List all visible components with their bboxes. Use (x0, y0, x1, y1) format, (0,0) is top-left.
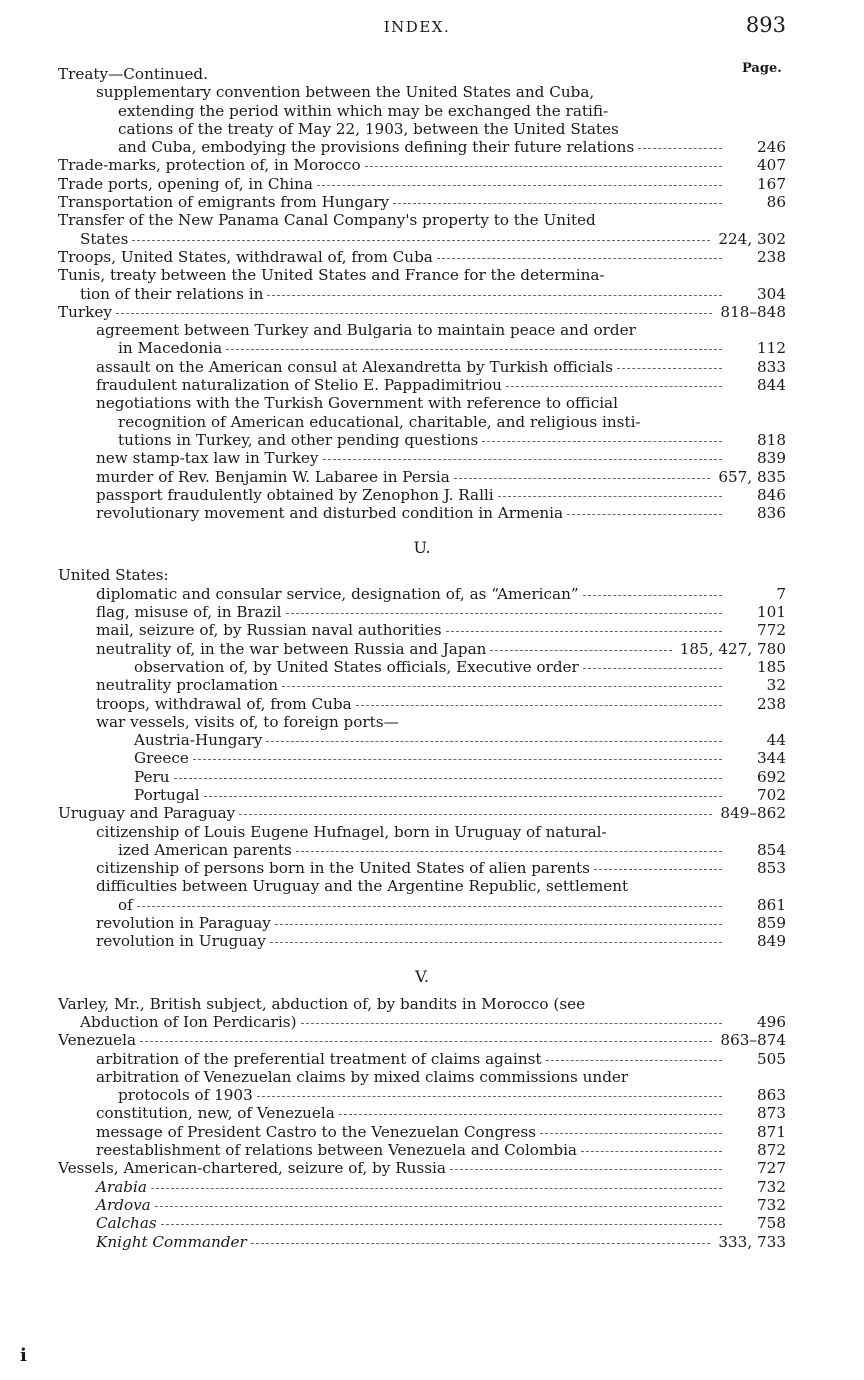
entry-text: revolutionary movement and disturbed condition in Armenia (96, 504, 564, 523)
entry-text: Ardova (96, 1195, 151, 1214)
dot-leader (296, 851, 722, 852)
index-entry (58, 749, 786, 767)
index-entry (58, 486, 786, 504)
entry-page-ref: 344 (757, 749, 786, 768)
index-entry (58, 449, 786, 467)
entry-text: passport fraudulently obtained by Zenophon J. Ralli (96, 485, 494, 504)
entry-text: revolution in Paraguay (96, 914, 271, 933)
entry-page-ref: 818 (757, 430, 786, 449)
dot-leader (266, 741, 722, 742)
entry-page-ref: 407 (757, 156, 786, 175)
index-entry (58, 1178, 786, 1196)
entry-page-ref: 758 (757, 1214, 786, 1233)
entry-text: Vessels, American-chartered, seizure of, by Russia (58, 1159, 446, 1178)
entry-page-ref: 7 (776, 584, 786, 603)
index-entry (58, 859, 786, 877)
index-entry (58, 156, 786, 174)
entry-text: Turkey (58, 302, 112, 321)
index-entry (58, 211, 786, 229)
dot-leader (356, 705, 722, 706)
index-entry (58, 823, 786, 841)
entry-page-ref: 849 (757, 932, 786, 951)
entry-text: Peru (134, 767, 170, 786)
entry-text: Trade ports, opening of, in China (58, 174, 313, 193)
dot-leader (282, 686, 722, 687)
index-entry (58, 1233, 786, 1251)
entry-text: Tunis, treaty between the United States and France for the determina- (58, 266, 605, 285)
index-entry (58, 1104, 786, 1122)
index-entry (58, 175, 786, 193)
index-entry-continuation (58, 230, 786, 248)
dot-leader (155, 1206, 722, 1207)
index-entry (58, 266, 786, 284)
entry-text: fraudulent naturalization of Stelio E. Pappadimitriou (96, 376, 502, 395)
index-entry (58, 603, 786, 621)
entry-text: troops, withdrawal of, from Cuba (96, 694, 352, 713)
dot-leader (583, 595, 722, 596)
index-entry (58, 1123, 786, 1141)
entry-page-ref: 873 (757, 1104, 786, 1123)
index-entry-continuation (58, 285, 786, 303)
entry-text: flag, misuse of, in Brazil (96, 603, 282, 622)
dot-leader (140, 1041, 712, 1042)
entry-page-ref: 732 (757, 1177, 786, 1196)
dot-leader (270, 942, 722, 943)
dot-leader (151, 1188, 722, 1189)
entry-text: constitution, new, of Venezuela (96, 1104, 335, 1123)
index-entry-continuation (58, 841, 786, 859)
index-entry (58, 1214, 786, 1232)
entry-text: diplomatic and consular service, designation of, as “American” (96, 584, 579, 603)
stray-mark: i (20, 1345, 27, 1366)
dot-leader (546, 1060, 723, 1061)
index-entry (58, 804, 786, 822)
dot-leader (257, 1096, 722, 1097)
index-entry (58, 321, 786, 339)
entry-text: protocols of 1903 (118, 1086, 253, 1105)
dot-leader (482, 441, 722, 442)
entry-page-ref: 657, 835 (718, 467, 786, 486)
entry-page-ref: 859 (757, 914, 786, 933)
entry-text: new stamp-tax law in Turkey (96, 449, 319, 468)
dot-leader (567, 514, 722, 515)
dot-leader (638, 148, 722, 149)
index-entry-continuation (58, 431, 786, 449)
entry-page-ref: 44 (766, 731, 786, 750)
dot-leader (137, 906, 722, 907)
entry-page-ref: 818–848 (720, 302, 786, 321)
entry-page-ref: 246 (757, 138, 786, 157)
dot-leader (267, 295, 722, 296)
entry-text: supplementary convention between the United States and Cuba, (96, 83, 595, 102)
entry-page-ref: 849–862 (720, 804, 786, 823)
dot-leader (275, 924, 722, 925)
index-entry (58, 676, 786, 694)
index-entry (58, 786, 786, 804)
entry-page-ref: 505 (757, 1049, 786, 1068)
entry-text: tion of their relations in (80, 284, 264, 303)
entry-text: citizenship of persons born in the United States of alien parents (96, 859, 590, 878)
dot-leader (339, 1114, 722, 1115)
page-number: 893 (745, 13, 786, 37)
index-entry (58, 504, 786, 522)
entry-page-ref: 839 (757, 449, 786, 468)
entry-page-ref: 833 (757, 357, 786, 376)
entry-text: Troops, United States, withdrawal of, from Cuba (58, 247, 433, 266)
entry-page-ref: 846 (757, 485, 786, 504)
entry-page-ref: 238 (757, 694, 786, 713)
index-entry (58, 248, 786, 266)
index-entry (58, 376, 786, 394)
index-entry (58, 995, 786, 1013)
index-entry-continuation (58, 1086, 786, 1104)
page-column-label: Page. (742, 61, 782, 76)
index-entry (58, 695, 786, 713)
index-entry (58, 731, 786, 749)
entry-page-ref: 871 (757, 1122, 786, 1141)
entry-page-ref: 185 (757, 657, 786, 676)
index-entry-continuation (58, 896, 786, 914)
entry-text: Venezuela (58, 1031, 137, 1050)
entry-text: war vessels, visits of, to foreign ports— (96, 712, 399, 731)
index-entry-continuation (58, 102, 786, 120)
dot-leader (450, 1169, 722, 1170)
entry-text: citizenship of Louis Eugene Hufnagel, born in Uruguay of natural- (96, 822, 607, 841)
index-entry (58, 877, 786, 895)
entry-text: mail, seizure of, by Russian naval authorities (96, 621, 442, 640)
index-entry (58, 358, 786, 376)
entry-page-ref: 727 (757, 1159, 786, 1178)
entry-text: in Macedonia (118, 339, 223, 358)
dot-leader (323, 459, 722, 460)
dot-leader (301, 1023, 722, 1024)
index-entry-continuation (58, 339, 786, 357)
index-entry (58, 914, 786, 932)
dot-leader (498, 496, 722, 497)
entry-text: message of President Castro to the Venezuelan Congress (96, 1122, 537, 1141)
entry-text: arbitration of the preferential treatment of claims against (96, 1049, 542, 1068)
index-entry (58, 1031, 786, 1049)
index-entry (58, 585, 786, 603)
index-entry (58, 193, 786, 211)
index-entry-continuation (58, 1013, 786, 1031)
entry-text: revolution in Uruguay (96, 932, 266, 951)
entry-page-ref: 185, 427, 780 (679, 639, 786, 658)
entry-text: cations of the treaty of May 22, 1903, between the United States (118, 119, 619, 138)
entry-text: Austria-Hungary (134, 731, 263, 750)
entry-text: Arabia (96, 1177, 147, 1196)
dot-leader (617, 368, 722, 369)
dot-leader (506, 386, 722, 387)
entry-text: assault on the American consul at Alexandretta by Turkish officials (96, 357, 613, 376)
index-entry (58, 1050, 786, 1068)
dot-leader (490, 650, 671, 651)
dot-leader (583, 668, 722, 669)
entry-page-ref: 692 (757, 767, 786, 786)
entry-text: Portugal (134, 785, 200, 804)
entry-page-ref: 853 (757, 859, 786, 878)
entry-text: Treaty—Continued. (58, 65, 208, 83)
entry-text: Greece (134, 749, 189, 768)
dot-leader (174, 778, 722, 779)
dot-leader (540, 1133, 722, 1134)
entry-text: and Cuba, embodying the provisions defining their future relations (118, 138, 635, 157)
entry-page-ref: 333, 733 (718, 1232, 786, 1251)
dot-leader (393, 203, 722, 204)
index-entry (58, 83, 786, 101)
entry-text: extending the period within which may be exchanged the ratifi- (118, 101, 609, 120)
entry-page-ref: 844 (757, 376, 786, 395)
entry-page-ref: 112 (757, 339, 786, 358)
dot-leader (581, 1151, 722, 1152)
entry-text: observation of, by United States officials, Executive order (134, 657, 579, 676)
dot-leader (317, 185, 722, 186)
index-entry (58, 394, 786, 412)
dot-leader (454, 478, 711, 479)
entry-text: arbitration of Venezuelan claims by mixed claims commissions under (96, 1067, 629, 1086)
entry-page-ref: 854 (757, 840, 786, 859)
index-entry-continuation (58, 413, 786, 431)
entry-page-ref: 238 (757, 247, 786, 266)
index-entry (58, 932, 786, 950)
entry-text: United States: (58, 566, 169, 585)
entry-page-ref: 863 (757, 1086, 786, 1105)
entry-page-ref: 86 (766, 193, 786, 212)
entry-page-ref: 732 (757, 1195, 786, 1214)
dot-leader (446, 631, 722, 632)
section-letter: V. (415, 966, 429, 986)
entry-page-ref: 496 (757, 1012, 786, 1031)
entry-page-ref: 863–874 (720, 1031, 786, 1050)
entry-text: difficulties between Uruguay and the Argentine Republic, settlement (96, 877, 629, 896)
dot-leader (116, 313, 712, 314)
entry-text: reestablishment of relations between Venezuela and Colombia (96, 1141, 577, 1160)
index-entry (58, 303, 786, 321)
entry-text: Transportation of emigrants from Hungary (58, 193, 390, 212)
dot-leader (161, 1224, 722, 1225)
index-entry (58, 1068, 786, 1086)
entry-text: recognition of American educational, charitable, and religious insti- (118, 412, 641, 431)
entry-page-ref: 224, 302 (718, 229, 786, 248)
entry-text: neutrality proclamation (96, 676, 279, 695)
entry-text: neutrality of, in the war between Russia and Japan (96, 639, 487, 658)
index-entry (58, 621, 786, 639)
entry-text: Trade-marks, protection of, in Morocco (58, 156, 361, 175)
running-head (0, 13, 864, 41)
index-entry-continuation (58, 138, 786, 156)
index-entry (58, 566, 786, 584)
entry-text: Uruguay and Paraguay (58, 804, 236, 823)
index-entry (58, 65, 786, 83)
dot-leader (239, 814, 712, 815)
entry-page-ref: 167 (757, 174, 786, 193)
dot-leader (365, 166, 722, 167)
entry-page-ref: 861 (757, 895, 786, 914)
index-entry (58, 768, 786, 786)
entry-page-ref: 32 (766, 676, 786, 695)
entry-page-ref: 304 (757, 284, 786, 303)
entry-page-ref: 772 (757, 621, 786, 640)
dot-leader (251, 1243, 711, 1244)
section-letter: U. (413, 538, 431, 558)
index-entry (58, 468, 786, 486)
entry-page-ref: 101 (757, 603, 786, 622)
index-entry (58, 713, 786, 731)
entry-text: Transfer of the New Panama Canal Company's property to the United (58, 211, 596, 230)
entry-page-ref: 702 (757, 785, 786, 804)
entry-text: Varley, Mr., British subject, abduction of, by bandits in Morocco (see (58, 994, 586, 1013)
index-entry-continuation (58, 120, 786, 138)
entry-page-ref: 872 (757, 1141, 786, 1160)
index-entry (58, 658, 786, 676)
entry-text: Abduction of Ion Perdicaris) (80, 1012, 297, 1031)
entry-text: Knight Commander (96, 1232, 247, 1251)
index-entry (58, 1159, 786, 1177)
dot-leader (286, 613, 722, 614)
index-body (58, 65, 786, 1251)
entry-text: States (80, 229, 129, 248)
dot-leader (594, 869, 722, 870)
entry-text: negotiations with the Turkish Government with reference to official (96, 394, 618, 413)
entry-text: murder of Rev. Benjamin W. Labaree in Persia (96, 467, 450, 486)
dot-leader (226, 349, 722, 350)
index-entry (58, 1196, 786, 1214)
dot-leader (132, 240, 710, 241)
entry-text: of (118, 895, 133, 914)
entry-text: tutions in Turkey, and other pending questions (118, 430, 479, 449)
index-entry (58, 1141, 786, 1159)
entry-page-ref: 836 (757, 504, 786, 523)
entry-text: ized American parents (118, 840, 292, 859)
dot-leader (193, 759, 722, 760)
entry-text: Calchas (96, 1214, 157, 1233)
dot-leader (437, 258, 722, 259)
running-head-title: INDEX. (383, 18, 451, 36)
index-entry (58, 640, 786, 658)
dot-leader (204, 796, 722, 797)
entry-text: agreement between Turkey and Bulgaria to maintain peace and order (96, 321, 636, 340)
